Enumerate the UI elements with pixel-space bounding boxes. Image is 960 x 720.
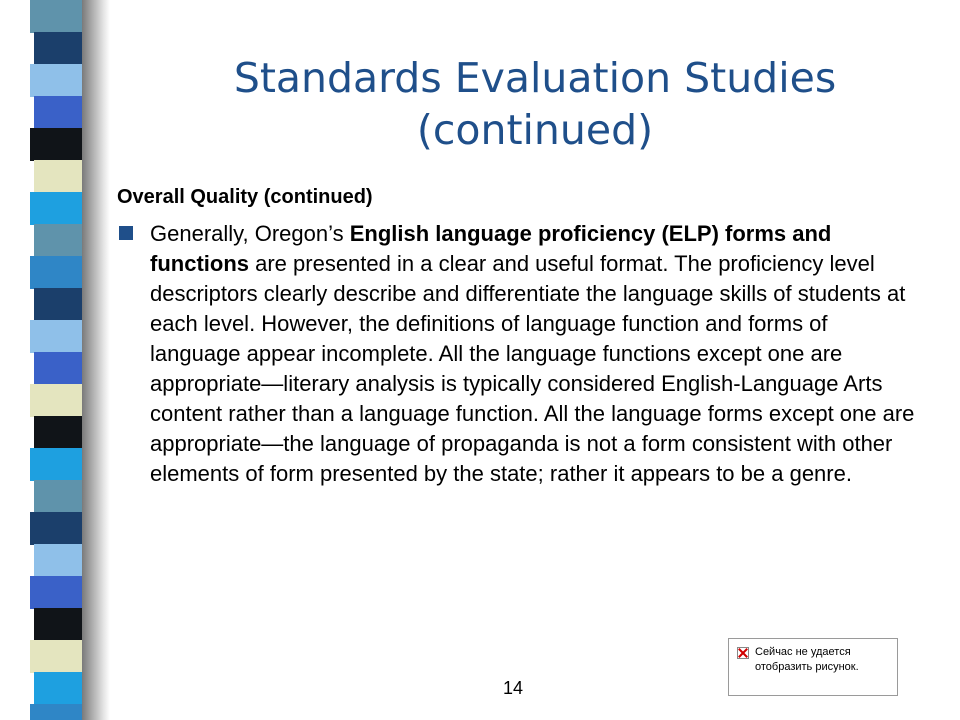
stripe-block [34, 352, 82, 385]
stripe-block [34, 224, 82, 257]
broken-image-message: Сейчас не удается отобразить рисунок. [755, 646, 859, 673]
bullet-text-2: are presented in a clear and useful format. The proficiency level descriptors clearly describe and differentiate the language skills of students at each level. However, the definitions of language function and forms of language appear incomplete. All the language functions except one are appropriate—literary analysis is typically considered English-Language Arts content rather than a language function. All the language forms except one are appropriate—the language of propaganda is not a form consistent with other elements of form presented by the state; rather it appears to be a genre. [150, 251, 915, 486]
stripe-block [30, 704, 82, 720]
slide-title-line-2: (continued) [416, 106, 654, 154]
stripe-block [30, 320, 82, 353]
stripe-block [34, 608, 82, 641]
broken-image-icon [737, 647, 749, 659]
stripe-block [30, 0, 82, 33]
stripe-block [30, 192, 82, 225]
stripe-block [34, 416, 82, 449]
stripe-block [30, 256, 82, 289]
stripe-block [34, 160, 82, 193]
stripe-block [30, 576, 82, 609]
section-subheading: Overall Quality (continued) [117, 186, 373, 208]
stripe-shadow [82, 0, 110, 720]
stripe-block [30, 512, 82, 545]
stripe-block [34, 672, 82, 705]
stripe-block [30, 128, 82, 161]
stripe-block [34, 288, 82, 321]
stripe-block [30, 64, 82, 97]
stripe-block [34, 480, 82, 513]
stripe-block [34, 96, 82, 129]
page-number: 14 [503, 678, 524, 698]
slide-title-line-1: Standards Evaluation Studies [233, 54, 837, 102]
stripe-block [34, 32, 82, 65]
bullet-text-1: Generally, Oregon’s [150, 221, 350, 246]
stripe-block [34, 544, 82, 577]
bullet-bold-term: English language proficiency (ELP) forms and functions [150, 221, 832, 276]
stripe-block [30, 448, 82, 481]
broken-image-placeholder [728, 638, 898, 696]
slide-title [120, 52, 950, 156]
bullet-square-icon [119, 226, 133, 240]
stripe-block [30, 640, 82, 673]
bullet-paragraph [150, 219, 920, 489]
stripe-block [30, 384, 82, 417]
